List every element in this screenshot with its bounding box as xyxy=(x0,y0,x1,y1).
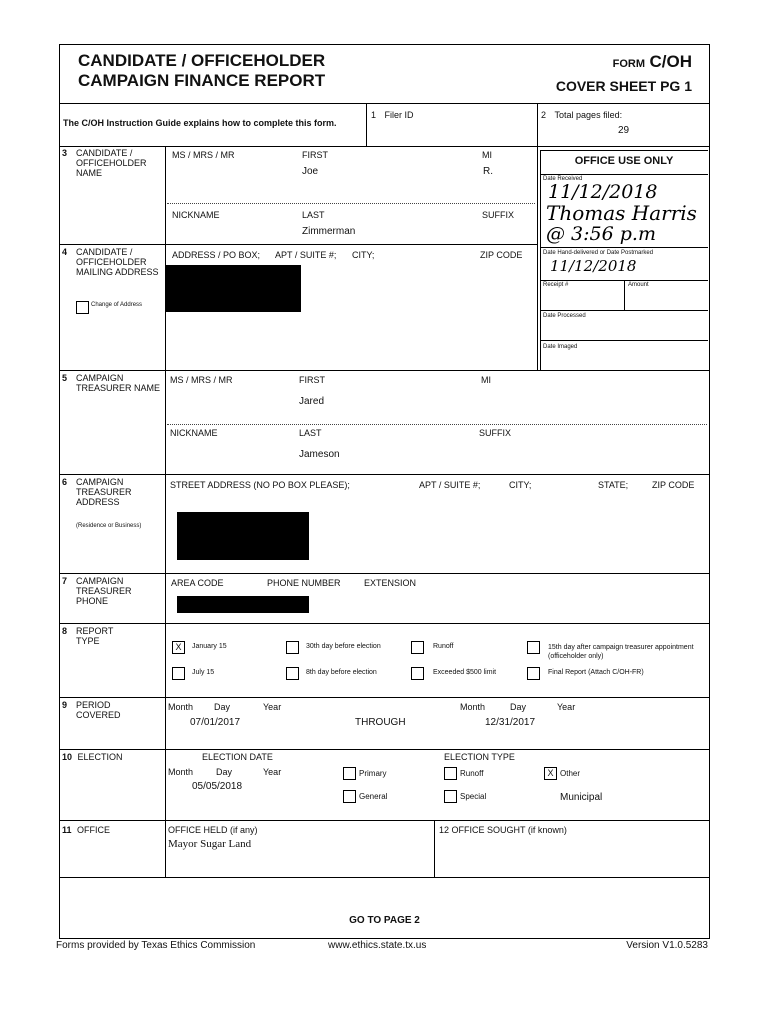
section9-label: 9 PERIOD COVERED xyxy=(62,700,121,720)
report-type-checkbox-runoff[interactable] xyxy=(411,641,424,654)
received-time: @ 3:56 p.m xyxy=(546,223,656,245)
election-other-label: Other xyxy=(560,769,581,778)
treasurer-nickname-label: NICKNAME xyxy=(170,428,218,438)
imaged-label: Date Imaged xyxy=(543,344,578,350)
treasurer-mi-label: MI xyxy=(481,375,491,385)
treasurer-state-label: STATE; xyxy=(598,480,629,490)
filer-id-field[interactable] xyxy=(371,110,414,120)
report-type-checkbox-15th-day-treasurer[interactable] xyxy=(527,641,540,654)
phone-extension-label: EXTENSION xyxy=(364,578,417,588)
treasurer-suffix-label: SUFFIX xyxy=(479,428,512,438)
footer-website[interactable]: www.ethics.state.tx.us xyxy=(328,940,427,951)
election-month-label: Month xyxy=(168,767,194,777)
election-runoff-checkbox[interactable] xyxy=(444,767,457,780)
period-to-month-label: Month xyxy=(460,702,486,712)
election-day-label: Day xyxy=(216,767,233,777)
mailing-address-redaction xyxy=(166,265,301,312)
report-type-label-15th-day-treasurer: 15th day after campaign treasurer appointment (officeholder only) xyxy=(548,644,694,660)
mailing-zip-label: ZIP CODE xyxy=(480,250,523,260)
filer-id-number: 1 xyxy=(371,110,377,120)
office-held-value[interactable]: Mayor Sugar Land xyxy=(168,838,252,850)
mailing-address-label: ADDRESS / PO BOX; xyxy=(172,250,261,260)
treasurer-last-label: LAST xyxy=(299,428,322,438)
treasurer-first-value[interactable]: Jared xyxy=(299,396,325,407)
election-date-value[interactable]: 05/05/2018 xyxy=(192,781,243,792)
treasurer-street-label: STREET ADDRESS (NO PO BOX PLEASE); xyxy=(170,480,350,490)
total-pages-label: Total pages filed: xyxy=(554,110,623,120)
go-to-page-2: GO TO PAGE 2 xyxy=(349,915,420,926)
treasurer-first-label: FIRST xyxy=(299,375,325,385)
treasurer-last-value[interactable]: Jameson xyxy=(299,449,340,460)
candidate-first-label: FIRST xyxy=(302,150,328,160)
candidate-mi-label: MI xyxy=(482,150,492,160)
election-date-label: ELECTION DATE xyxy=(202,752,273,762)
amount-label: Amount xyxy=(628,282,649,288)
period-from-month-label: Month xyxy=(168,702,194,712)
report-type-label-january-15: January 15 xyxy=(192,643,227,650)
report-type-checkbox-final-report[interactable] xyxy=(527,667,540,680)
candidate-nickname-label: NICKNAME xyxy=(172,210,220,220)
hand-delivered-label: Date Hand-delivered or Date Postmarked xyxy=(543,250,654,256)
candidate-prefix-label: MS / MRS / MR xyxy=(172,150,235,160)
election-other-value[interactable]: Municipal xyxy=(560,792,603,803)
date-received-label: Date Received xyxy=(543,176,583,182)
section8-label: 8 REPORT TYPE xyxy=(62,626,114,646)
office-sought-label: 12 OFFICE SOUGHT (if known) xyxy=(439,825,567,835)
report-type-label-july-15: July 15 xyxy=(192,669,215,676)
candidate-mi-value[interactable]: R. xyxy=(483,166,493,177)
treasurer-prefix-label: MS / MRS / MR xyxy=(170,375,233,385)
report-type-checkbox-july-15[interactable] xyxy=(172,667,185,680)
period-from-value[interactable]: 07/01/2017 xyxy=(190,717,241,728)
change-of-address-checkbox[interactable] xyxy=(76,301,89,314)
candidate-first-value[interactable]: Joe xyxy=(302,166,319,177)
mailing-apt-label: APT / SUITE #; xyxy=(275,250,337,260)
period-from-year-label: Year xyxy=(263,702,282,712)
total-pages-value: 29 xyxy=(617,125,630,136)
phone-area-code-label: AREA CODE xyxy=(171,578,224,588)
phone-redaction xyxy=(177,596,309,613)
candidate-last-label: LAST xyxy=(302,210,325,220)
mailing-city-label: CITY; xyxy=(352,250,375,260)
total-pages-field[interactable] xyxy=(541,110,706,136)
election-general-label: General xyxy=(359,792,388,801)
period-to-value[interactable]: 12/31/2017 xyxy=(485,717,536,728)
report-type-label-runoff: Runoff xyxy=(433,643,454,650)
form-code xyxy=(556,51,692,97)
received-signature: Thomas Harris xyxy=(546,201,697,225)
form-title xyxy=(78,51,325,91)
period-to-day-label: Day xyxy=(510,702,527,712)
candidate-last-value[interactable]: Zimmerman xyxy=(302,226,356,237)
total-pages-number: 2 xyxy=(541,110,547,120)
section3-label: 3 CANDIDATE / OFFICEHOLDER NAME xyxy=(62,148,147,178)
period-from-day-label: Day xyxy=(214,702,231,712)
hand-delivered-value: 11/12/2018 xyxy=(550,257,637,275)
treasurer-apt-label: APT / SUITE #; xyxy=(419,480,481,490)
processed-label: Date Processed xyxy=(543,313,586,319)
election-type-label: ELECTION TYPE xyxy=(444,752,515,762)
section10-label: 10 ELECTION xyxy=(62,752,123,762)
instruction-text: The C/OH Instruction Guide explains how to complete this form. xyxy=(63,118,337,128)
treasurer-city-label: CITY; xyxy=(509,480,532,490)
treasurer-zip-label: ZIP CODE xyxy=(652,480,695,490)
section6-label: 6 CAMPAIGN TREASURER ADDRESS (Residence or Business) xyxy=(62,477,142,529)
filer-id-label: Filer ID xyxy=(384,110,414,120)
election-primary-checkbox[interactable] xyxy=(343,767,356,780)
office-use-title: OFFICE USE ONLY xyxy=(574,155,674,167)
office-held-label: OFFICE HELD (if any) xyxy=(168,825,258,835)
date-received-value: 11/12/2018 xyxy=(548,181,658,203)
report-type-label-30th-day: 30th day before election xyxy=(306,643,381,650)
election-year-label: Year xyxy=(263,767,282,777)
election-special-checkbox[interactable] xyxy=(444,790,457,803)
election-general-checkbox[interactable] xyxy=(343,790,356,803)
period-through-label: THROUGH xyxy=(355,717,406,728)
receipt-label: Receipt # xyxy=(543,282,569,288)
report-type-checkbox-january-15[interactable]: X xyxy=(172,641,185,654)
section4-label: 4 CANDIDATE / OFFICEHOLDER MAILING ADDRESS xyxy=(62,247,159,277)
section5-label: 5 CAMPAIGN TREASURER NAME xyxy=(62,373,161,393)
section11-label: 11 OFFICE xyxy=(62,825,111,835)
report-type-label-final-report: Final Report (Attach C/OH-FR) xyxy=(548,669,644,676)
report-type-label-exceeded-500: Exceeded $500 limit xyxy=(433,669,497,676)
election-other-checkbox[interactable]: X xyxy=(544,767,557,780)
footer-provider: Forms provided by Texas Ethics Commission xyxy=(56,940,256,951)
section7-label: 7 CAMPAIGN TREASURER PHONE xyxy=(62,576,132,606)
change-of-address-label: Change of Address xyxy=(91,302,143,308)
election-runoff-label: Runoff xyxy=(460,769,484,778)
form-label: FORM xyxy=(612,58,646,70)
report-type-label-8th-day: 8th day before election xyxy=(306,669,377,676)
election-primary-label: Primary xyxy=(359,769,387,778)
form-title-line2: CAMPAIGN FINANCE REPORT xyxy=(78,71,326,90)
form-code-value: C/OH xyxy=(649,52,692,71)
report-type-checkbox-30th-day[interactable] xyxy=(286,641,299,654)
election-special-label: Special xyxy=(460,792,487,801)
period-to-year-label: Year xyxy=(557,702,576,712)
report-type-checkbox-8th-day[interactable] xyxy=(286,667,299,680)
report-type-checkbox-exceeded-500[interactable] xyxy=(411,667,424,680)
form-title-line1: CANDIDATE / OFFICEHOLDER xyxy=(78,51,326,70)
phone-number-label: PHONE NUMBER xyxy=(267,578,341,588)
treasurer-address-redaction xyxy=(177,512,309,560)
footer-version: Version V1.0.5283 xyxy=(626,940,708,951)
candidate-suffix-label: SUFFIX xyxy=(482,210,515,220)
cover-sheet-label: COVER SHEET PG 1 xyxy=(555,78,692,94)
